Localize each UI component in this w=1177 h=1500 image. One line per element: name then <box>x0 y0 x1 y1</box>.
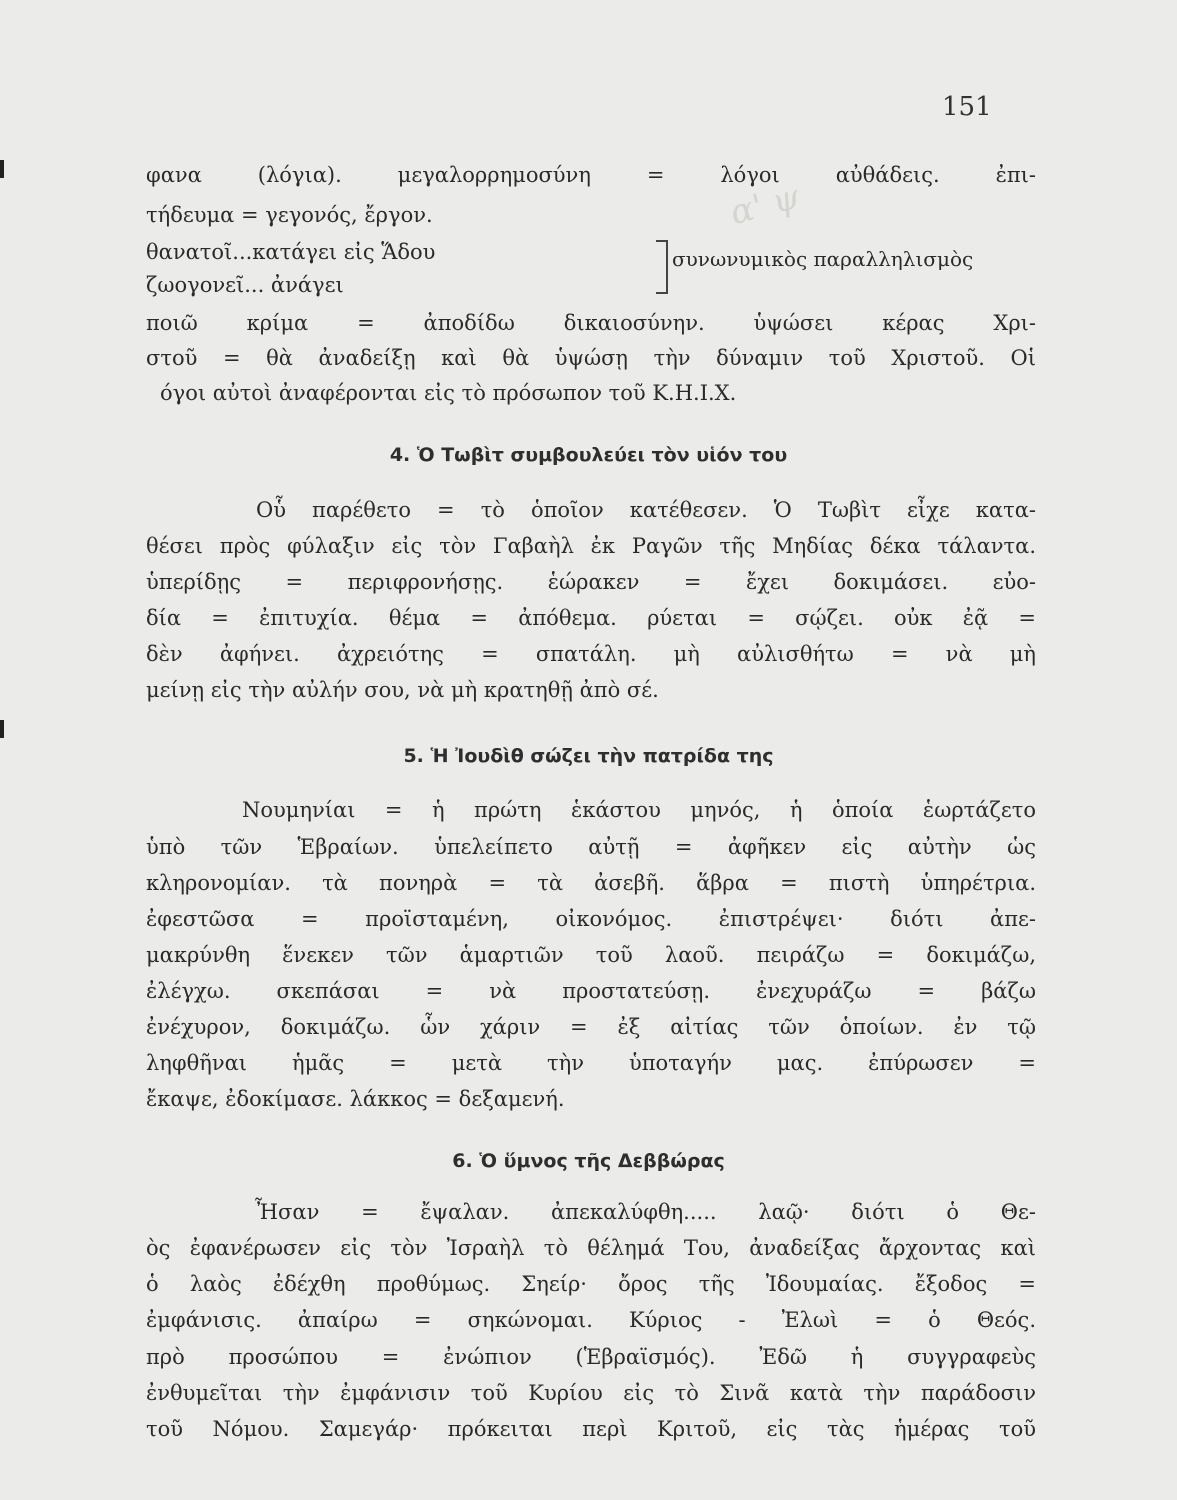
text-line: ἐμφάνισις. ἀπαίρω = σηκώνομαι. Κύριος - Ἐλωὶ = ὁ Θεός. <box>146 1308 1036 1332</box>
page-edge-mark <box>0 160 4 178</box>
page-edge-mark <box>0 720 4 738</box>
text-line: τοῦ Νόμου. Σαμεγάρ· πρόκειται περὶ Κριτοῦ, εἰς τὰς ἡμέρας τοῦ <box>146 1417 1036 1441</box>
text-line: ἔκαψε, ἐδοκίμασε. λάκκος = δεξαμενή. <box>146 1087 565 1111</box>
text-line: ζωογονεῖ... ἀνάγει <box>146 273 344 297</box>
text-line: τήδευμα = γεγονός, ἔργον. <box>146 203 433 227</box>
text-line: ληφθῆναι ἡμᾶς = μετὰ τὴν ὑποταγήν μας. ἐπύρωσεν = <box>146 1051 1036 1075</box>
text-line: μακρύνθη ἕνεκεν τῶν ἁμαρτιῶν τοῦ λαοῦ. πειράζω = δοκιμάζω, <box>146 943 1036 967</box>
text-line: ἐφεστῶσα = προϊσταμένη, οἰκονόμος. ἐπιστρέψει· διότι ἀπε- <box>146 907 1036 931</box>
text-line: στοῦ = θὰ ἀναδείξῃ καὶ θὰ ὑψώσῃ τὴν δύναμιν τοῦ Χριστοῦ. Οἱ <box>146 346 1036 370</box>
text-line: θανατοῖ...κατάγει εἰς Ἅδου <box>146 240 436 264</box>
text-line: ἐλέγχω. σκεπάσαι = νὰ προστατεύσῃ. ἐνεχυράζω = βάζω <box>146 979 1036 1003</box>
text-line: δία = ἐπιτυχία. θέμα = ἀπόθεμα. ρύεται = σῴζει. οὐκ ἐᾷ = <box>146 606 1036 630</box>
text-line: φανα (λόγια). μεγαλορρημοσύνη = λόγοι αὐθάδεις. ἐπι- <box>146 163 1036 187</box>
text-line: πρὸ προσώπου = ἐνώπιον (Ἑβραϊσμός). Ἐδῶ ἡ συγγραφεὺς <box>146 1345 1036 1369</box>
text-line: ἐνέχυρον, δοκιμάζω. ὧν χάριν = ἐξ αἰτίας τῶν ὁποίων. ἐν τῷ <box>146 1015 1036 1039</box>
text-line: ὑπὸ τῶν Ἑβραίων. ὑπελείπετο αὐτῇ = ἀφῆκεν εἰς αὐτὴν ὡς <box>146 835 1036 859</box>
brace-bracket <box>656 240 668 294</box>
text-line: ἐνθυμεῖται τὴν ἐμφάνισιν τοῦ Κυρίου εἰς τὸ Σινᾶ κατὰ τὴν παράδοσιν <box>146 1381 1036 1405</box>
text-line: κληρονομίαν. τὰ πονηρὰ = τὰ ἀσεβῆ. ἅβρα = πιστὴ ὑπηρέτρια. <box>146 871 1036 895</box>
text-line: ὸς ἐφανέρωσεν εἰς τὸν Ἰσραὴλ τὸ θέλημά Του, ἀναδείξας ἄρχοντας καὶ <box>146 1236 1036 1260</box>
faint-stamp-mark: α' ψ <box>726 176 804 234</box>
section-heading: 5. Ἡ Ἰουδὶθ σώζει τὴν πατρίδα της <box>403 745 774 767</box>
text-line: δὲν ἀφήνει. ἀχρειότης = σπατάλη. μὴ αὐλισθήτω = νὰ μὴ <box>146 642 1036 666</box>
text-line: ὁ λαὸς ἐδέχθη προθύμως. Σηείρ· ὄρος τῆς Ἰδουμαίας. ἔξοδος = <box>146 1272 1036 1296</box>
section-heading: 6. Ὁ ὕμνος τῆς Δεββώρας <box>452 1150 725 1172</box>
text-line: θέσει πρὸς φύλαξιν εἰς τὸν Γαβαὴλ ἐκ Ραγῶν τῆς Μηδίας δέκα τάλαντα. <box>146 534 1036 558</box>
parallelism-note: συνωνυμικὸς παραλληλισμὸς <box>672 247 974 271</box>
text-line: Οὗ παρέθετο = τὸ ὁποῖον κατέθεσεν. Ὁ Τωβὶτ εἶχε κατα- <box>256 498 1036 522</box>
text-line: Νουμηνίαι = ἡ πρώτη ἑκάστου μηνός, ἡ ὁποία ἑωρτάζετο <box>242 798 1036 822</box>
text-line: μείνῃ εἰς τὴν αὐλήν σου, νὰ μὴ κρατηθῇ ἀπὸ σέ. <box>146 678 659 702</box>
page-number: 151 <box>942 92 992 122</box>
section-heading: 4. Ὁ Τωβὶτ συμβουλεύει τὸν υἱόν του <box>389 444 788 466</box>
text-line: όγοι αὐτοὶ ἀναφέρονται εἰς τὸ πρόσωπον τοῦ Κ.Η.Ι.Χ. <box>160 381 737 405</box>
text-line: Ἦσαν = ἔψαλαν. ἀπεκαλύφθη..... λαῷ· διότι ὁ Θε- <box>255 1200 1036 1224</box>
text-line: ὑπερίδῃς = περιφρονήσῃς. ἑώρακεν = ἔχει δοκιμάσει. εὐο- <box>146 570 1036 594</box>
text-line: ποιῶ κρίμα = ἀποδίδω δικαιοσύνην. ὑψώσει κέρας Χρι- <box>146 311 1036 335</box>
